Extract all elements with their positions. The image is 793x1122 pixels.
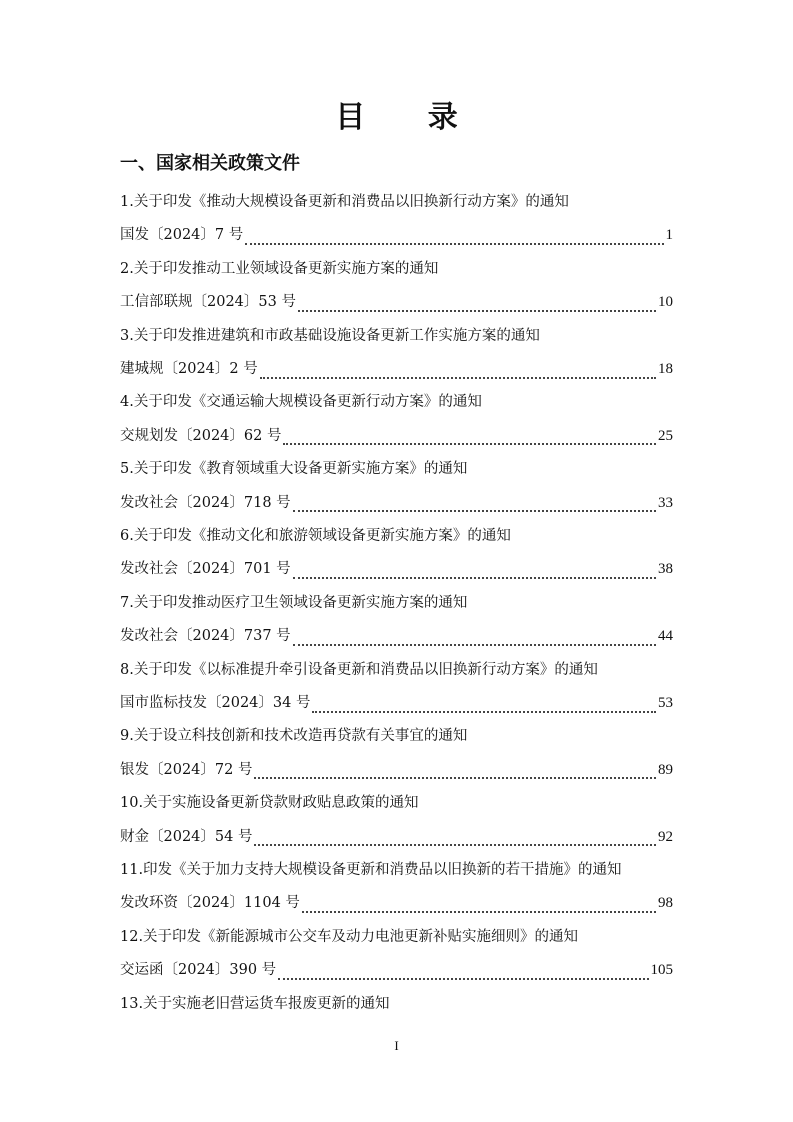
toc-doc-number: 国市监标技发〔2024〕34 号	[120, 694, 311, 711]
toc-doc-number: 发改社会〔2024〕718 号	[120, 494, 291, 511]
toc-doc-number: 财金〔2024〕54 号	[120, 828, 253, 845]
toc-dot-leader	[260, 363, 656, 379]
toc-dot-leader	[245, 229, 663, 245]
toc-entry-title: 6.关于印发《推动文化和旅游领域设备更新实施方案》的通知	[120, 527, 511, 544]
toc-doc-number: 工信部联规〔2024〕53 号	[120, 294, 296, 311]
toc-dot-leader	[298, 296, 656, 312]
toc-page-number: 10	[658, 294, 673, 311]
toc-dot-leader	[312, 697, 656, 713]
toc-doc-number: 交运函〔2024〕390 号	[120, 962, 277, 979]
toc-dot-leader	[293, 630, 656, 646]
toc-entry-title: 2.关于印发推动工业领域设备更新实施方案的通知	[120, 260, 439, 277]
toc-entry-line	[120, 487, 673, 520]
toc-entry-line	[120, 353, 673, 386]
toc-page-number: 1	[665, 227, 673, 244]
toc-page-number: 92	[658, 828, 673, 845]
toc-doc-number: 建城规〔2024〕2 号	[120, 360, 258, 377]
toc-entry-title: 3.关于印发推进建筑和市政基础设施设备更新工作实施方案的通知	[120, 327, 540, 344]
toc-entry-title: 9.关于设立科技创新和技术改造再贷款有关事宜的通知	[120, 728, 468, 745]
toc-doc-number: 发改社会〔2024〕701 号	[120, 561, 291, 578]
toc-entry-line	[120, 954, 673, 987]
toc-entry[interactable]	[120, 720, 673, 787]
toc-doc-number: 发改社会〔2024〕737 号	[120, 628, 291, 645]
toc-doc-number: 国发〔2024〕7 号	[120, 227, 244, 244]
toc-entry-line	[120, 286, 673, 319]
toc-entry[interactable]	[120, 587, 673, 654]
toc-entry[interactable]	[120, 320, 673, 387]
toc-doc-number: 银发〔2024〕72 号	[120, 761, 253, 778]
toc-page-number: 33	[658, 494, 673, 511]
toc-entry[interactable]	[120, 186, 673, 253]
toc-dot-leader	[302, 897, 656, 913]
toc-entry-title: 4.关于印发《交通运输大规模设备更新行动方案》的通知	[120, 394, 482, 411]
toc-page-number: 98	[658, 895, 673, 912]
toc-entry-line	[120, 754, 673, 787]
toc-entry-title: 13.关于实施老旧营运货车报废更新的通知	[120, 995, 390, 1012]
toc-dot-leader	[254, 763, 656, 779]
page-title: 目 录	[335, 100, 484, 135]
toc-entry-title: 7.关于印发推动医疗卫生领域设备更新实施方案的通知	[120, 594, 468, 611]
toc-entry[interactable]	[120, 453, 673, 520]
toc-dot-leader	[254, 830, 656, 846]
toc-entry-line	[120, 821, 673, 854]
toc-list	[120, 186, 673, 1054]
toc-dot-leader	[293, 496, 656, 512]
toc-entry-title: 11.印发《关于加力支持大规模设备更新和消费品以旧换新的若干措施》的通知	[120, 861, 622, 878]
toc-entry-line	[120, 420, 673, 453]
toc-page-number: 38	[658, 561, 673, 578]
toc-page-number: 44	[658, 628, 673, 645]
toc-page-number: 25	[658, 427, 673, 444]
toc-dot-leader	[293, 563, 656, 579]
toc-entry[interactable]	[120, 854, 673, 921]
toc-entry[interactable]	[120, 654, 673, 721]
section-heading: 一、国家相关政策文件	[120, 153, 300, 174]
toc-doc-number: 交规划发〔2024〕62 号	[120, 427, 282, 444]
toc-entry-title: 5.关于印发《教育领域重大设备更新实施方案》的通知	[120, 461, 468, 478]
toc-entry[interactable]	[120, 520, 673, 587]
toc-entry-line	[120, 553, 673, 586]
toc-page-number: 53	[658, 694, 673, 711]
toc-dot-leader	[283, 429, 656, 445]
toc-entry[interactable]	[120, 787, 673, 854]
toc-entry-line	[120, 219, 673, 252]
toc-entry-title: 10.关于实施设备更新贷款财政贴息政策的通知	[120, 795, 419, 812]
toc-page-number: 89	[658, 761, 673, 778]
page-footer-number: I	[394, 1038, 399, 1053]
toc-doc-number: 发改环资〔2024〕1104 号	[120, 895, 300, 912]
toc-entry-title: 1.关于印发《推动大规模设备更新和消费品以旧换新行动方案》的通知	[120, 194, 569, 210]
toc-entry[interactable]	[120, 921, 673, 988]
toc-page-number: 18	[658, 360, 673, 377]
toc-entry[interactable]	[120, 253, 673, 320]
toc-entry-title: 12.关于印发《新能源城市公交车及动力电池更新补贴实施细则》的通知	[120, 928, 579, 945]
toc-entry-line	[120, 887, 673, 920]
toc-entry-line	[120, 687, 673, 720]
toc-entry-line	[120, 620, 673, 653]
toc-dot-leader	[278, 964, 648, 980]
toc-page-number: 105	[650, 962, 673, 979]
toc-entry-title: 8.关于印发《以标准提升牵引设备更新和消费品以旧换新行动方案》的通知	[120, 661, 598, 678]
toc-entry[interactable]	[120, 386, 673, 453]
